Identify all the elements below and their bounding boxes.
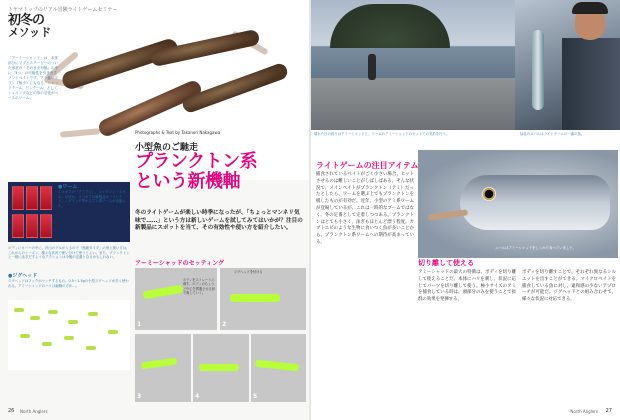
page-gutter bbox=[309, 0, 311, 420]
angler-body bbox=[562, 38, 620, 130]
step-caption: ジグヘッドを付ける bbox=[234, 270, 263, 274]
magazine-name-left: North Anglers bbox=[20, 409, 48, 414]
magazine-name-right: North Anglers bbox=[570, 409, 598, 414]
angler-figure bbox=[368, 54, 376, 80]
jighead-caption: ジグヘッドはフックがマッチするもの。0.5〜1.5gの小型ジグヘッドが多く使われる。アミーシャッドのハリは細軸の方が…。 bbox=[8, 279, 129, 288]
step-number: 3 bbox=[137, 393, 142, 400]
jighead bbox=[48, 310, 58, 314]
held-fish bbox=[532, 30, 544, 110]
body-column-1: 捕食されているベイトがごく小さい場合、ヒットさせるのは難しいことがしばしばある。そんな状況で、メインベイトがプランクトン（アミ）だったとしたら、ワームを選ぶ上でもプランクトンを模したものが有効だ。近年、小型のアミ系ワームが登場しているが、これは一時的なブームではなく、冬の定番として定着しつつある。プランクトンはとても小さく、泳ぎもほとんど漂う程度。カブトエビのような生物に食いつく魚が多いことから、プランクトン系ワームへの期待が高まっている。 bbox=[316, 172, 414, 245]
worm-green bbox=[141, 358, 178, 370]
jighead bbox=[86, 346, 96, 350]
jighead bbox=[14, 308, 24, 312]
worm-caption-title: ●ワーム bbox=[58, 184, 78, 190]
section-head-2: 切り離して使える bbox=[418, 259, 474, 267]
page-number-right: 27 bbox=[605, 408, 612, 414]
setting-step-5 bbox=[251, 334, 306, 402]
body-column-2: アミーシャッドの最大の特徴は、ボディを切り離して使えることだ。本体にハリを刺し、状況に応じてパーツを切り離して使う。極小サイズのアミを捕食している時は、頭部分のみを使うことで抜群の効果を発揮する。 bbox=[418, 270, 516, 303]
angler-cap bbox=[572, 2, 608, 14]
jighead bbox=[20, 334, 30, 338]
package bbox=[40, 186, 52, 210]
jighead-photo bbox=[8, 300, 130, 370]
fish-body bbox=[460, 175, 610, 230]
section-head: ライトゲームの注目アイテム bbox=[316, 161, 419, 170]
main-headline bbox=[135, 152, 310, 192]
intro-text: 「アーミーシャッド」は、本体部分にリブとステーピーのついた形状の「そのまま形態」の中に「3つ」の可能性を引き出すソフトベイトです。アミ食いプラン（極小）にもなる、シャッドテール、ピンテール、そしてシュリンプなどの形の変化がベースのワーム。 bbox=[8, 56, 59, 100]
worm-tail bbox=[60, 128, 100, 137]
main-headline-line2: という新機軸 bbox=[135, 171, 240, 192]
fish-caption: メバルはアミーシャッドをしっかり食べていました。 bbox=[495, 246, 577, 250]
mid-caption: ボディにカバーの中に、沢山のゲルが入るので「極細タイプ」の形と扱い方は、これからのシーズン、様々な状況で使い分けて使うとよい。また、プランクトンと一緒に泳ぎだすようなアクションは今後の定番となるかもしれない。 bbox=[8, 246, 130, 259]
jighead bbox=[30, 316, 40, 320]
step-caption: ボディをストレートに刺す。ボディのちょうど中心を貫通させる形で刺していく。 bbox=[183, 278, 215, 296]
package bbox=[26, 186, 38, 210]
series-tag: トヤマトップのリアル冒険ライトゲームセミナー bbox=[8, 7, 118, 13]
series-title bbox=[8, 14, 58, 39]
sub-headline: 小型魚のご馳走 bbox=[135, 143, 199, 153]
angler-caption: 仙北のメバルはライトゲームの一番の魚。 bbox=[520, 132, 585, 136]
main-headline-line1: プランクトン系 bbox=[135, 151, 258, 172]
jighead bbox=[68, 320, 78, 324]
package bbox=[40, 214, 52, 238]
fish-eye bbox=[482, 187, 496, 201]
jighead bbox=[42, 342, 52, 346]
worm-green bbox=[230, 294, 280, 302]
series-title-line1: 初冬の bbox=[8, 13, 45, 28]
right-page bbox=[310, 0, 620, 420]
worm-green bbox=[199, 364, 239, 371]
page-number-left: 26 bbox=[8, 408, 15, 414]
hill bbox=[330, 4, 450, 48]
setting-step-2 bbox=[220, 268, 306, 330]
setting-step-3 bbox=[135, 334, 191, 402]
jighead bbox=[88, 312, 98, 316]
jighead-caption-title: ●ジグヘッド bbox=[8, 273, 38, 279]
jighead bbox=[64, 336, 74, 340]
jighead bbox=[108, 330, 118, 334]
step-number: 4 bbox=[195, 393, 200, 400]
lead-paragraph: 冬のライトゲームが楽しい時季になったが、「ちょっとマンネリ気味で……」という方は新しいゲームを試してみてはいかが？注目の新製品にスポットを当て、その有効性や使い方を紹介したい。 bbox=[135, 210, 303, 232]
seaside-caption: 晴れた日の釣りはアミーシャッドと、ワームのアミーシャッドのセットでの実釣を行う。 bbox=[314, 132, 450, 136]
worm-green bbox=[255, 360, 299, 372]
series-title-line2: メソッド bbox=[8, 26, 52, 39]
worm-lure bbox=[150, 29, 261, 68]
step-number: 2 bbox=[222, 321, 227, 328]
photo-credit: Photographs & Text by Takanori Nakagawa bbox=[135, 130, 221, 135]
step-number: 5 bbox=[253, 393, 258, 400]
seaside-photo bbox=[310, 0, 515, 130]
package bbox=[12, 186, 24, 210]
pier bbox=[310, 78, 515, 130]
worm-green bbox=[143, 285, 184, 300]
package bbox=[26, 214, 38, 238]
setting-step-4 bbox=[193, 334, 249, 402]
setting-step-1 bbox=[135, 268, 217, 330]
body-column-3: ボディを切り離すことで、それぞれ異なるシルエットを出すことができる。マイクロベイトを捕食している魚に対し、違和感の少ないアプローチが可能だ。ジグヘッドとの組み合わせで、様々な状況に対応できる。 bbox=[522, 270, 616, 303]
worm-caption: エコギアの「アミアジ」、ジャクソン「スカル」のほか、エコギアの新製品の「ブレイド」…グラッチ等からアミ系ワームが出揃った。 bbox=[58, 190, 126, 208]
step-number: 1 bbox=[137, 321, 142, 328]
package bbox=[12, 214, 24, 238]
setting-section-title: アーミーシャッドのセッティング bbox=[135, 260, 224, 267]
